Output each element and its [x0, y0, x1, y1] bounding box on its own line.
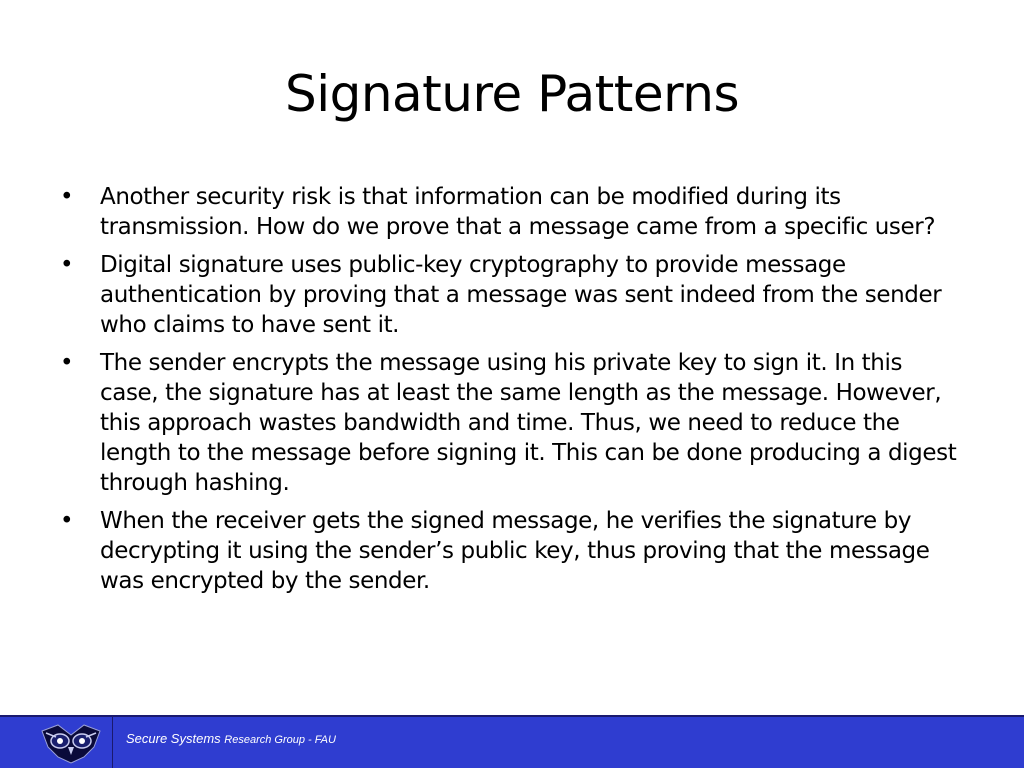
footer-divider [112, 717, 113, 768]
bullet-marker: • [60, 184, 74, 210]
bullet-text: When the receiver gets the signed message, he verifies the signature by decrypting it using the sender’s public key, thus proving that the message was encrypted by the sender. [100, 508, 930, 594]
bullet-text: Another security risk is that information can be modified during its transmission. How do we prove that a message came from a specific user? [100, 184, 936, 240]
bullet-item [60, 182, 960, 242]
bullet-item [60, 250, 960, 340]
bullet-text: The sender encrypts the message using his private key to sign it. In this case, the signature has at least the same length as the message. However, this approach wastes bandwidth and time. Thus, we need to reduce the length to the message before signing it. This can be done producing a digest through hashing. [100, 350, 957, 496]
bullet-text: Digital signature uses public-key cryptography to provide message authentication by proving that a message was sent indeed from the sender who claims to have sent it. [100, 252, 942, 338]
bullet-list [60, 182, 960, 604]
bullet-marker: • [60, 508, 74, 534]
footer-group-name-part1: Secure Systems [126, 731, 221, 746]
slide-title: Signature Patterns [284, 65, 740, 123]
bullet-marker: • [60, 252, 74, 278]
bullet-marker: • [60, 350, 74, 376]
owl-logo-icon [38, 721, 104, 765]
bullet-item [60, 348, 960, 498]
footer-group-name-part2: Research Group - FAU [224, 734, 336, 746]
footer-group-name [126, 731, 336, 746]
bullet-item [60, 506, 960, 596]
footer-bar [0, 715, 1024, 768]
